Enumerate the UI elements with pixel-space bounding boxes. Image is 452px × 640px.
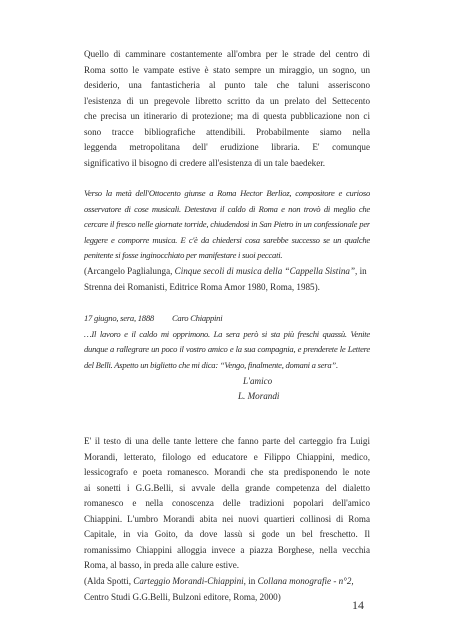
letter-heading	[84, 311, 370, 327]
text-line: desiderio, una fantasticheria al punto tale che taluni asseriscono	[84, 80, 370, 90]
quote-line: Verso la metà dell'Ottocento giunse a Roma Hector Berlioz, compositore e curioso	[84, 188, 370, 198]
text-line: Roma sotto le vampate estive è stato sempre un miraggio, un sogno, un	[84, 64, 370, 75]
text-line: lessicografo e poeta romanesco. Morandi che sta predisponendo le note	[84, 467, 370, 477]
letter-body	[84, 327, 370, 374]
quote-line: penitente si fosse inginocchiato per manifestare i suoi peccati.	[84, 250, 283, 260]
quote-line: cercare il fresco nelle giornate torride, chiudendosi in San Pietro in un confessionale per	[84, 219, 370, 229]
citation-line: Centro Studi G.G.Belli, Bulzoni editore, Roma, 2000)	[84, 591, 281, 602]
citation-line: (Arcangelo Paglialunga, Cinque secoli di musica della “Cappella Sistina”, in	[84, 266, 367, 276]
intro-paragraph	[84, 47, 370, 171]
text-line: romanissimo Chiappini alloggia invece a piazza Borghese, nella vecchia	[84, 544, 370, 555]
text-line: l'esistenza di un pregevole libretto scritto da un prelato del Settecento	[84, 95, 370, 106]
citation-line: Strenna dei Romanisti, Editrice Roma Amor 1980, Roma, 1985).	[84, 281, 320, 292]
letter-salutation: Caro Chiappini	[171, 313, 223, 323]
text-line: leggenda metropolitana dell' erudizione libraria. E' comunque	[84, 142, 370, 152]
text-line: Roma, al basso, in preda alle calure estive.	[84, 560, 240, 570]
text-line: Morandi, letterato, filologo ed educatore e Filippo Chiappini, medico,	[84, 451, 370, 462]
citation-spotti	[84, 574, 370, 605]
letter-date: 17 giugno, sera, 1888	[84, 313, 154, 323]
text-line: ai sonetti i G.G.Belli, si avvale della grande competenza del dialetto	[84, 482, 370, 493]
text-line: Chiappini. L'umbro Morandi abita nei nuovi quartieri collinosi di Roma	[84, 513, 370, 524]
text-line: sono tracce bibliografiche attendibili. Probabilmente siamo nella	[84, 126, 370, 137]
quote-line: leggere e comporre musica. E c'è da chiedersi cosa sarebbe successo se un qualche	[84, 234, 370, 245]
citation-series: Collana monografie - n°2,	[257, 576, 354, 586]
text-line: Quello di camminare costantemente all'ombra per le strade del centro di	[84, 49, 370, 59]
letter-line: dunque a rallegrare un poco il vostro amico e la sua compagnia, e prenderete le Lettere	[84, 344, 370, 354]
text-line: che precisa un itinerario di protezione; ma di questa pubblicazione non ci	[84, 111, 370, 121]
letter-closing: L'amico	[243, 376, 273, 386]
quote-line: osservatore di cose musicali. Detestava il caldo di Roma e non trovò di meglio che	[84, 203, 370, 214]
berlioz-quote	[84, 186, 370, 264]
letter-line: del Belli. Aspetto un biglietto che mi dica: “Vengo, finalmente, domani a sera”.	[84, 359, 338, 370]
text-line: significativo il bisogno di credere all'esistenza di un tale baedeker.	[84, 157, 326, 168]
commentary-paragraph	[84, 434, 370, 574]
text-line: Capitale, in via Goito, da dove lassù si gode un bel freschetto. Il	[84, 529, 370, 539]
morandi-letter	[84, 311, 370, 327]
letter-signature: L. Morandi	[238, 391, 280, 401]
text-line: E' il testo di una delle tante lettere che fanno parte del carteggio fra Luigi	[84, 436, 370, 446]
text-line: romanesco e nella conoscenza delle tradizioni popolari dell'amico	[84, 498, 370, 508]
page-number: 14	[352, 598, 364, 612]
citation-title: Carteggio Morandi-Chiappini	[133, 576, 244, 586]
citation-title: Cinque secoli di musica della “Cappella Sistina”	[174, 266, 356, 276]
citation-line: (Alda Spotti, Carteggio Morandi-Chiappini, in Collana monografie - n°2,	[84, 576, 354, 586]
letter-line: …Il lavoro e il caldo mi opprimono. La sera però si sta più freschi quassù. Venite	[84, 328, 370, 339]
citation-paglialunga	[84, 264, 370, 295]
